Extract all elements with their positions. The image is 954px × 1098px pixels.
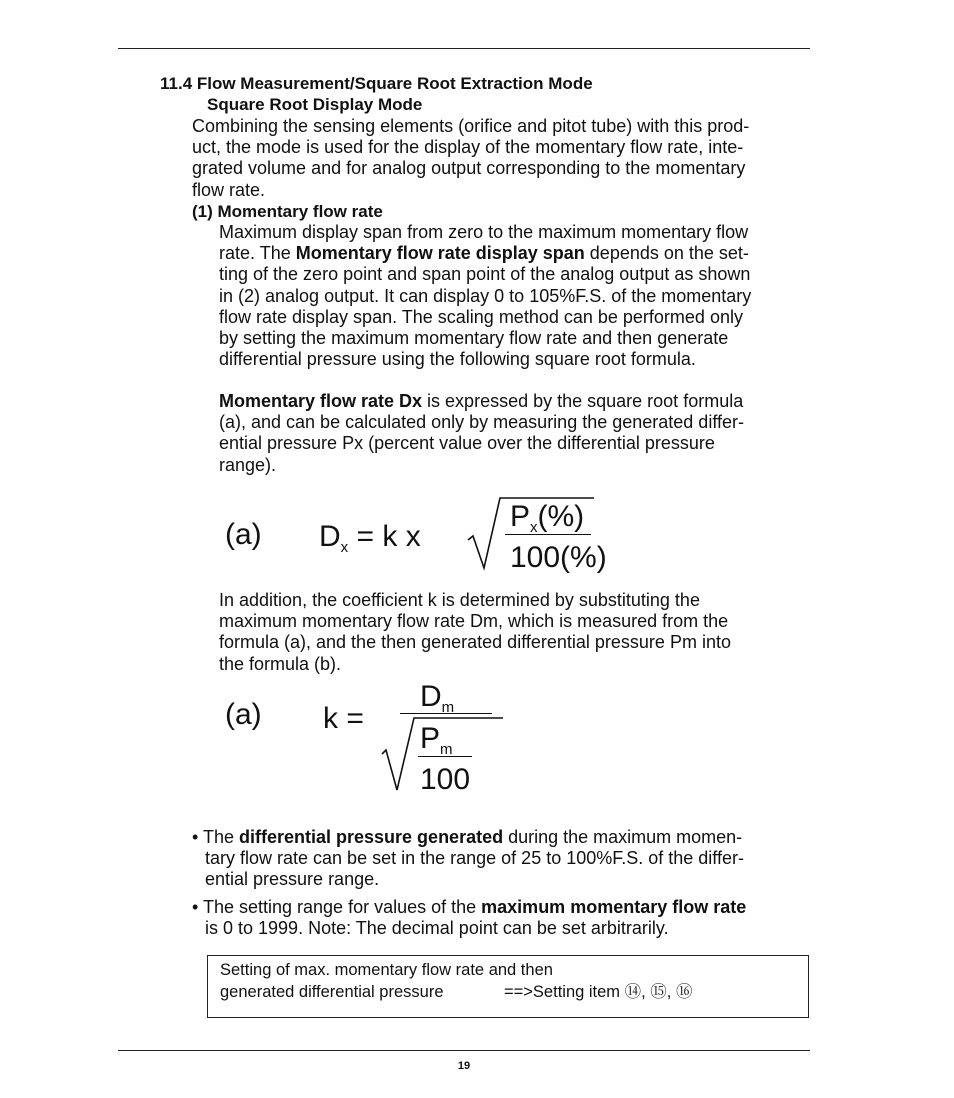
note-line-1: Setting of max. momentary flow rate and then — [220, 961, 553, 979]
momentary-heading: (1) Momentary flow rate — [192, 202, 383, 221]
formula-a-fraction-bar — [505, 534, 591, 535]
section-subheading: Square Root Display Mode — [207, 95, 423, 114]
note-line-2: generated differential pressure — [220, 983, 444, 1001]
formula-b-inner-numerator: $P_m$ — [420, 722, 453, 758]
formula-a-denominator: 100(%) — [510, 541, 607, 574]
bullet-1: • The differential pressure generated during the maximum momen- tary flow rate can be set in the range of 25 to 100%F.S. of the differ- ential pressure range. — [192, 827, 744, 890]
formula-b-lhs: k = — [323, 702, 364, 735]
addition-paragraph: In addition, the coefficient k is determined by substituting the maximum momentary flow rate Dm, which is measured from the formula (a), and the then generated differential pressure Pm into the formula (b). — [219, 590, 731, 674]
note-arrow-target — [504, 981, 692, 1003]
page-number: 19 — [457, 1060, 471, 1072]
formula-b-inner-denominator: 100 — [420, 763, 471, 796]
intro-paragraph: Combining the sensing elements (orifice and pitot tube) with this prod- uct, the mode is used for the display of the momentary flow rate, inte- grated volume and for analog output corresponding to the momentary flow rate. — [192, 116, 750, 200]
bottom-rule — [118, 1050, 810, 1051]
formula-a-label: (a) — [225, 518, 262, 551]
dx-paragraph: Momentary flow rate Dx is expressed by the square root formula (a), and can be calculated only by measuring the generated differ- ential pressure Px (percent value over the differential pressure range). — [219, 391, 744, 475]
formula-b-inner-fraction-bar — [418, 756, 472, 757]
formula-b-label: (a) — [225, 698, 262, 731]
formula-b-numerator: $D_m$ — [420, 680, 455, 716]
formula-a-lhs: $D_x = k$ x — [319, 520, 421, 556]
setting-item-reference: Setting item ⑭, ⑮, ⑯ — [532, 983, 693, 1001]
setting-note-box — [207, 955, 809, 1018]
section-heading: 11.4 Flow Measurement/Square Root Extraction Mode — [160, 74, 593, 93]
arrow-icon: ==> — [504, 983, 533, 1001]
momentary-paragraph: Maximum display span from zero to the maximum momentary flow rate. The Momentary flow rate display span depends on the set- ting of the zero point and span point of the analog output as shown in (2) analog output. It can display 0 to 105%F.S. of the momentary flow rate display span. The scaling method can be performed only by setting the maximum momentary flow rate and then generate differential pressure using the following square root formula. — [219, 222, 752, 370]
bullet-2: • The setting range for values of the maximum momentary flow rate is 0 to 1999. Note: The decimal point can be set arbitrarily. — [192, 897, 747, 939]
top-rule — [118, 48, 810, 49]
formula-a-numerator: $P_x(\%)$ — [510, 500, 585, 536]
